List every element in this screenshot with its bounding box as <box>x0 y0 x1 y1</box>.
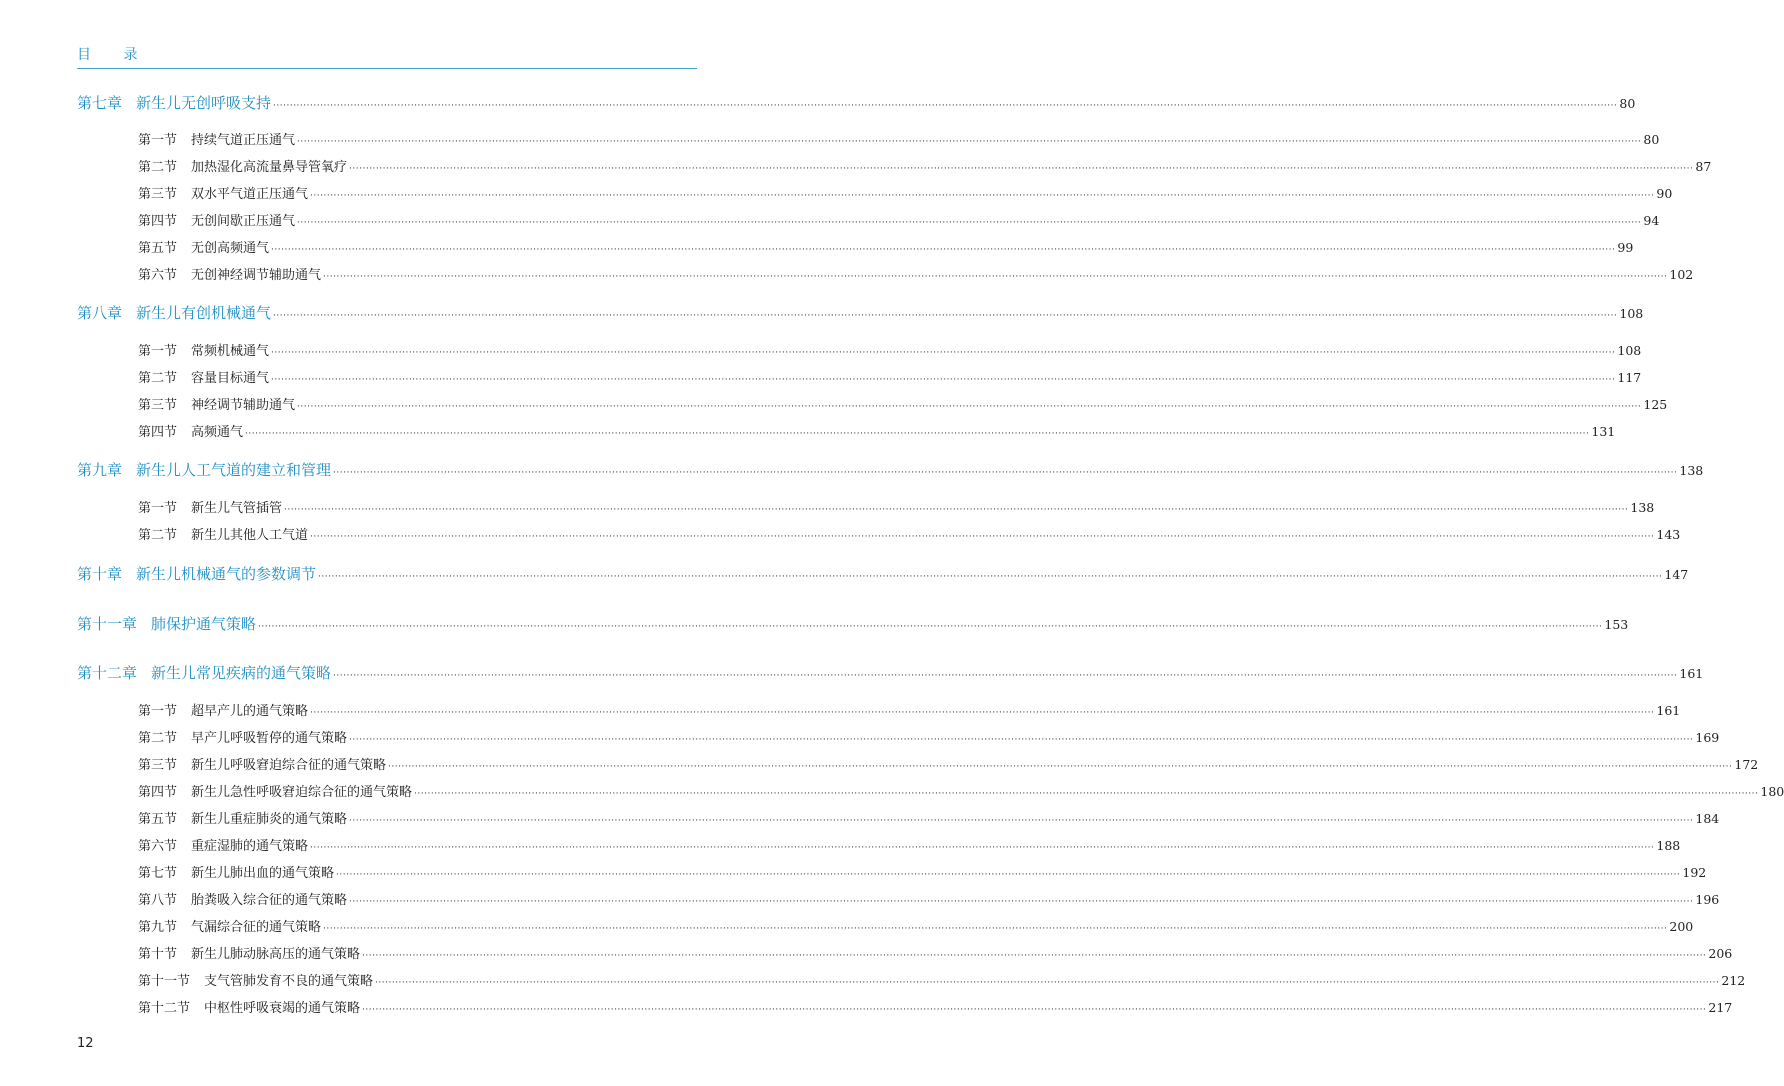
toc-section-entry[interactable] <box>138 497 1655 516</box>
entry-number: 第七章 <box>77 94 123 112</box>
entry-title: 新生儿人工气道的建立和管理 <box>136 461 332 479</box>
dot-leader: ················································································································································································································································································································································································································ <box>362 1005 1707 1015</box>
entry-title: 中枢性呼吸衰竭的通气策略 <box>204 1001 361 1016</box>
entry-label <box>138 808 347 827</box>
entry-label <box>138 781 412 800</box>
dot-leader: ················································································································································································································································································································································································································ <box>318 572 1663 582</box>
toc-chapter-entry[interactable] <box>77 613 1629 634</box>
entry-title: 无创间歇正压通气 <box>191 214 296 229</box>
dot-leader: ················································································································································································································································································································································································································ <box>271 348 1616 358</box>
toc-chapter-entry[interactable] <box>77 302 1644 323</box>
entry-title: 重症湿肺的通气策略 <box>191 839 309 854</box>
entry-page-number: 102 <box>1669 267 1694 282</box>
entry-page-number: 108 <box>1617 343 1642 358</box>
entry-title: 新生儿机械通气的参数调节 <box>136 565 317 583</box>
dot-leader: ················································································································································································································································································································································································································ <box>284 505 1629 515</box>
entry-page-number: 80 <box>1619 96 1636 111</box>
entry-page-number: 180 <box>1760 784 1784 799</box>
entry-label <box>138 497 282 516</box>
dot-leader: ················································································································································································································································································································································································································ <box>333 468 1678 478</box>
dot-leader: ················································································································································································································································································································································································································ <box>323 272 1668 282</box>
dot-leader: ················································································································································································································································································································································································································ <box>336 870 1681 880</box>
dot-leader: ················································································································································································································································································································································································································ <box>273 311 1618 321</box>
dot-leader: ················································································································································································································································································································································································································ <box>297 218 1642 228</box>
dot-leader: ················································································································································································································································································································································································································ <box>310 532 1655 542</box>
entry-title: 气漏综合征的通气策略 <box>191 920 322 935</box>
entry-title: 新生儿其他人工气道 <box>191 528 309 543</box>
entry-title: 神经调节辅助通气 <box>191 398 296 413</box>
entry-label <box>138 916 321 935</box>
entry-title: 支气管肺发育不良的通气策略 <box>204 974 374 989</box>
entry-label <box>138 421 243 440</box>
page-number: 12 <box>77 1036 94 1051</box>
entry-number: 第十一节 <box>138 974 191 989</box>
entry-label <box>138 970 373 989</box>
entry-label <box>138 524 308 543</box>
entry-title: 加热湿化高流量鼻导管氧疗 <box>191 160 348 175</box>
entry-number: 第二节 <box>138 528 178 543</box>
entry-page-number: 87 <box>1695 159 1712 174</box>
entry-page-number: 192 <box>1682 865 1707 880</box>
entry-title: 高频通气 <box>191 425 244 440</box>
entry-number: 第十节 <box>138 947 178 962</box>
entry-label <box>138 340 269 359</box>
toc-section-entry[interactable] <box>138 210 1660 229</box>
entry-page-number: 196 <box>1695 892 1720 907</box>
entry-label <box>138 210 295 229</box>
entry-number: 第五节 <box>138 812 178 827</box>
entry-page-number: 125 <box>1643 397 1668 412</box>
toc-chapter-entry[interactable] <box>77 459 1704 480</box>
entry-number: 第二节 <box>138 371 178 386</box>
toc-section-entry[interactable] <box>138 129 1660 148</box>
dot-leader: ················································································································································································································································································································································································································ <box>310 708 1655 718</box>
entry-page-number: 169 <box>1695 730 1720 745</box>
toc-section-entry[interactable] <box>138 367 1642 386</box>
dot-leader: ················································································································································································································································································································································································································ <box>297 137 1642 147</box>
toc-section-entry[interactable] <box>138 862 1707 881</box>
entry-number: 第三节 <box>138 187 178 202</box>
entry-page-number: 90 <box>1656 186 1673 201</box>
entry-number: 第十二章 <box>77 664 138 682</box>
entry-label <box>77 459 331 480</box>
entry-label <box>77 563 316 584</box>
dot-leader: ················································································································································································································································································································································································································ <box>271 245 1616 255</box>
entry-number: 第四节 <box>138 425 178 440</box>
entry-number: 第四节 <box>138 785 178 800</box>
entry-number: 第七节 <box>138 866 178 881</box>
toc-section-entry[interactable] <box>138 835 1681 854</box>
dot-leader: ················································································································································································································································································································································································································ <box>388 762 1733 772</box>
entry-page-number: 172 <box>1734 757 1759 772</box>
entry-number: 第六节 <box>138 268 178 283</box>
entry-label <box>138 237 269 256</box>
entry-page-number: 117 <box>1617 370 1642 385</box>
entry-number: 第十一章 <box>77 615 138 633</box>
dot-leader: ················································································································································································································································································································································································································ <box>310 191 1655 201</box>
toc-section-entry[interactable] <box>138 700 1681 719</box>
dot-leader: ················································································································································································································································································································································································································ <box>375 978 1720 988</box>
entry-title: 新生儿气管插管 <box>191 501 283 516</box>
entry-title: 无创神经调节辅助通气 <box>191 268 322 283</box>
entry-page-number: 161 <box>1656 703 1681 718</box>
toc-section-entry[interactable] <box>138 943 1733 962</box>
entry-title: 新生儿呼吸窘迫综合征的通气策略 <box>191 758 387 773</box>
entry-title: 新生儿无创呼吸支持 <box>136 94 272 112</box>
entry-label <box>138 727 347 746</box>
toc-section-entry[interactable] <box>138 183 1673 202</box>
entry-page-number: 131 <box>1591 424 1616 439</box>
entry-title: 新生儿常见疾病的通气策略 <box>151 664 332 682</box>
entry-number: 第三节 <box>138 398 178 413</box>
dot-leader: ················································································································································································································································································································································································································ <box>258 622 1603 632</box>
toc-section-entry[interactable] <box>138 889 1720 908</box>
entry-number: 第五节 <box>138 241 178 256</box>
dot-leader: ················································································································································································································································································································································································································ <box>349 735 1694 745</box>
entry-label <box>138 394 295 413</box>
entry-title: 持续气道正压通气 <box>191 133 296 148</box>
entry-label <box>138 367 269 386</box>
entry-page-number: 138 <box>1679 463 1704 478</box>
entry-page-number: 206 <box>1708 946 1733 961</box>
toc-section-entry[interactable] <box>138 524 1681 543</box>
toc-section-entry[interactable] <box>138 781 1784 800</box>
entry-number: 第四节 <box>138 214 178 229</box>
entry-label <box>77 662 331 683</box>
entry-number: 第九章 <box>77 461 123 479</box>
entry-label <box>138 264 321 283</box>
entry-number: 第八章 <box>77 304 123 322</box>
entry-page-number: 94 <box>1643 213 1660 228</box>
entry-title: 胎粪吸入综合征的通气策略 <box>191 893 348 908</box>
entry-page-number: 99 <box>1617 240 1634 255</box>
entry-title: 新生儿急性呼吸窘迫综合征的通气策略 <box>191 785 413 800</box>
entry-number: 第二节 <box>138 160 178 175</box>
entry-number: 第一节 <box>138 344 178 359</box>
toc-section-entry[interactable] <box>138 264 1694 283</box>
entry-title: 早产儿呼吸暂停的通气策略 <box>191 731 348 746</box>
entry-page-number: 200 <box>1669 919 1694 934</box>
dot-leader: ················································································································································································································································································································································································································ <box>333 671 1678 681</box>
entry-number: 第一节 <box>138 501 178 516</box>
toc-chapter-entry[interactable] <box>77 662 1704 683</box>
entry-page-number: 161 <box>1679 666 1704 681</box>
entry-label <box>138 943 360 962</box>
dot-leader: ················································································································································································································································································································································································································ <box>297 402 1642 412</box>
entry-page-number: 147 <box>1664 567 1689 582</box>
entry-number: 第一节 <box>138 704 178 719</box>
toc-section-entry[interactable] <box>138 754 1759 773</box>
toc-section-entry[interactable] <box>138 340 1642 359</box>
toc-section-entry[interactable] <box>138 156 1712 175</box>
entry-label <box>138 700 308 719</box>
entry-label <box>138 889 347 908</box>
entry-label <box>77 92 271 113</box>
dot-leader: ················································································································································································································································································································································································································ <box>414 789 1759 799</box>
toc-heading: 目 录 <box>77 47 152 63</box>
dot-leader: ················································································································································································································································································································································································································ <box>323 924 1668 934</box>
entry-page-number: 184 <box>1695 811 1720 826</box>
entry-title: 新生儿重症肺炎的通气策略 <box>191 812 348 827</box>
entry-title: 双水平气道正压通气 <box>191 187 309 202</box>
entry-page-number: 143 <box>1656 527 1681 542</box>
entry-number: 第八节 <box>138 893 178 908</box>
entry-title: 无创高频通气 <box>191 241 270 256</box>
entry-number: 第二节 <box>138 731 178 746</box>
dot-leader: ················································································································································································································································································································································································································ <box>273 101 1618 111</box>
toc-section-entry[interactable] <box>138 727 1720 746</box>
toc-section-entry[interactable] <box>138 421 1616 440</box>
entry-number: 第六节 <box>138 839 178 854</box>
entry-title: 新生儿肺出血的通气策略 <box>191 866 335 881</box>
entry-page-number: 138 <box>1630 500 1655 515</box>
toc-chapter-entry[interactable] <box>77 563 1689 584</box>
toc-section-entry[interactable] <box>138 237 1634 256</box>
toc-chapter-entry[interactable] <box>77 92 1636 113</box>
entry-number: 第十二节 <box>138 1001 191 1016</box>
entry-number: 第十章 <box>77 565 123 583</box>
dot-leader: ················································································································································································································································································································································································································ <box>349 816 1694 826</box>
toc-section-entry[interactable] <box>138 970 1746 989</box>
toc-section-entry[interactable] <box>138 997 1733 1016</box>
entry-title: 容量目标通气 <box>191 371 270 386</box>
entry-label <box>138 754 386 773</box>
entry-title: 新生儿有创机械通气 <box>136 304 272 322</box>
entry-page-number: 212 <box>1721 973 1746 988</box>
entry-number: 第三节 <box>138 758 178 773</box>
entry-title: 新生儿肺动脉高压的通气策略 <box>191 947 361 962</box>
toc-section-entry[interactable] <box>138 394 1668 413</box>
entry-label <box>138 997 360 1016</box>
toc-section-entry[interactable] <box>138 808 1720 827</box>
dot-leader: ················································································································································································································································································································································································································ <box>362 951 1707 961</box>
entry-page-number: 217 <box>1708 1000 1733 1015</box>
entry-title: 超早产儿的通气策略 <box>191 704 309 719</box>
entry-label <box>77 613 256 634</box>
entry-page-number: 80 <box>1643 132 1660 147</box>
entry-title: 肺保护通气策略 <box>151 615 257 633</box>
toc-section-entry[interactable] <box>138 916 1694 935</box>
dot-leader: ················································································································································································································································································································································································································ <box>245 429 1590 439</box>
entry-label <box>138 129 295 148</box>
dot-leader: ················································································································································································································································································································································································································ <box>349 164 1694 174</box>
dot-leader: ················································································································································································································································································································································································································ <box>271 375 1616 385</box>
dot-leader: ················································································································································································································································································································································································································ <box>349 897 1694 907</box>
entry-number: 第九节 <box>138 920 178 935</box>
entry-label <box>138 183 308 202</box>
entry-label <box>138 156 347 175</box>
entry-label <box>138 862 334 881</box>
entry-page-number: 153 <box>1604 617 1629 632</box>
entry-number: 第一节 <box>138 133 178 148</box>
entry-page-number: 188 <box>1656 838 1681 853</box>
entry-title: 常频机械通气 <box>191 344 270 359</box>
entry-label <box>138 835 308 854</box>
entry-page-number: 108 <box>1619 306 1644 321</box>
dot-leader: ················································································································································································································································································································································································································ <box>310 843 1655 853</box>
entry-label <box>77 302 271 323</box>
